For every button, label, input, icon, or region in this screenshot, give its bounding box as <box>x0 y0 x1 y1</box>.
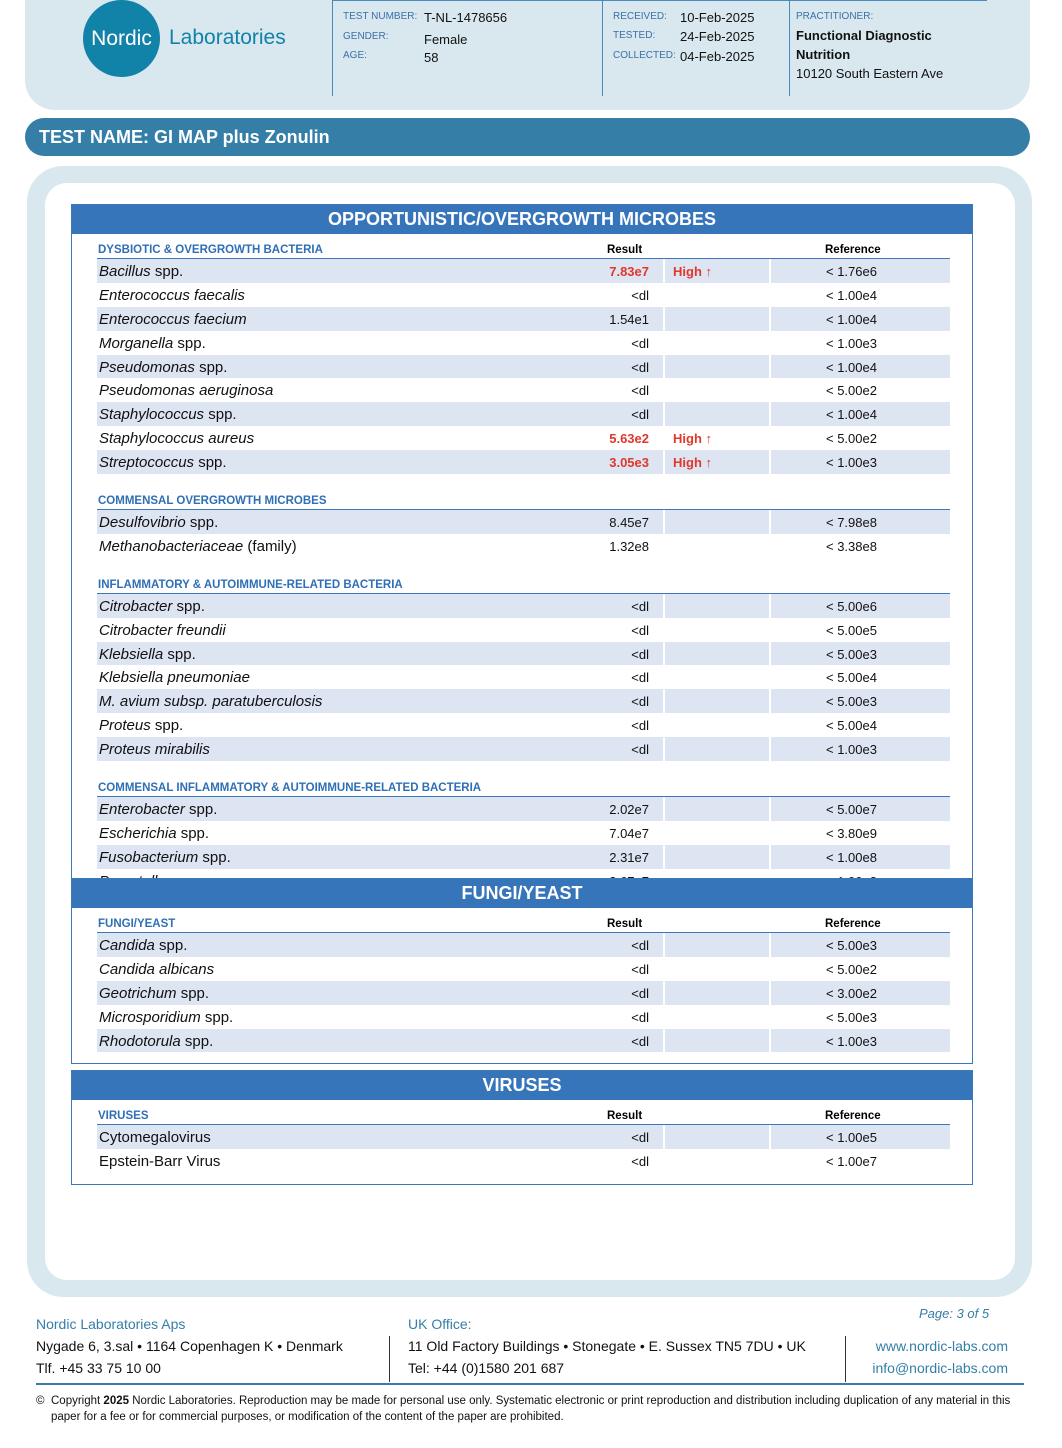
organism-genus: Citrobacter <box>99 597 173 615</box>
organism-name <box>99 825 209 842</box>
reference-value: < 7.98e8 <box>826 515 877 531</box>
reference-value: < 5.00e2 <box>826 431 877 447</box>
cell-divider <box>663 594 665 618</box>
organism-name <box>99 622 226 639</box>
cell-divider <box>769 510 771 534</box>
practitioner-name-line1: Functional Diagnostic <box>796 28 932 43</box>
result-column-header: Result <box>607 1110 643 1122</box>
uk-office-address: 11 Old Factory Buildings • Stonegate • E. Sussex TN5 7DU • UK <box>408 1338 806 1354</box>
organism-genus: Fusobacterium <box>99 848 199 866</box>
cell-divider <box>663 845 665 869</box>
table-row <box>97 689 950 713</box>
reference-column-header: Reference <box>825 918 881 930</box>
organism-suffix: spp. <box>176 984 210 1002</box>
table-row <box>97 642 950 666</box>
reference-value: < 1.00e3 <box>826 335 877 351</box>
category-spacer <box>97 558 950 569</box>
cell-divider <box>769 642 771 666</box>
reference-value: < 5.00e4 <box>826 718 877 734</box>
cell-divider <box>663 665 665 689</box>
category-spacer <box>97 474 950 485</box>
table-row <box>97 737 950 761</box>
cell-divider <box>663 1005 665 1029</box>
cell-divider <box>769 1029 771 1053</box>
organism-genus: Enterococcus faecium <box>99 310 247 328</box>
organism-name <box>99 263 183 280</box>
reference-value: < 5.00e6 <box>826 598 877 614</box>
category-header <box>97 234 950 259</box>
category-spacer <box>97 1052 950 1063</box>
result-value: 3.05e3 <box>609 455 649 471</box>
table-row <box>97 933 950 957</box>
section-fungi-yeast <box>71 878 973 1064</box>
organism-name <box>99 937 187 954</box>
cell-divider <box>663 259 665 283</box>
organism-genus: Streptococcus <box>99 454 195 472</box>
organism-genus: M. avium subsp. paratuberculosis <box>99 693 323 711</box>
result-value: 7.83e7 <box>609 264 649 279</box>
organism-name <box>99 801 217 818</box>
cell-divider <box>663 510 665 534</box>
category-header <box>97 1100 950 1125</box>
result-value: <dl <box>631 622 649 638</box>
cell-divider <box>769 845 771 869</box>
organism-genus: Morganella <box>99 334 174 352</box>
result-value: <dl <box>631 1009 649 1025</box>
age-label: AGE: <box>343 50 367 61</box>
cell-divider <box>769 713 771 737</box>
cell-divider <box>769 933 771 957</box>
organism-suffix: spp. <box>176 824 210 842</box>
result-value: <dl <box>631 646 649 662</box>
table-row <box>97 713 950 737</box>
logo-wordmark: Laboratories <box>169 26 286 49</box>
cell-divider <box>663 1125 665 1149</box>
result-value: 7.04e7 <box>609 825 649 841</box>
received-value: 10-Feb-2025 <box>680 10 755 25</box>
organism-name <box>99 1033 213 1050</box>
cell-divider <box>769 981 771 1005</box>
cell-divider <box>769 689 771 713</box>
practitioner-block <box>789 0 987 96</box>
section-title: VIRUSES <box>72 1071 972 1100</box>
organism-name <box>99 717 183 734</box>
organism-name <box>99 598 205 615</box>
cell-divider <box>663 933 665 957</box>
dates-block <box>602 0 790 96</box>
result-value: 2.31e7 <box>609 849 649 865</box>
copyright-text <box>36 1393 1026 1425</box>
copyright-prefix: Copyright <box>51 1395 104 1407</box>
organism-genus: Staphylococcus aureus <box>99 430 255 448</box>
uk-office-phone: Tel: +44 (0)1580 201 687 <box>408 1360 565 1376</box>
organism-name <box>99 430 254 447</box>
cell-divider <box>769 534 771 558</box>
cell-divider <box>769 426 771 450</box>
organism-name <box>99 1129 211 1146</box>
organism-genus: Proteus mirabilis <box>99 741 210 759</box>
cell-divider <box>769 1005 771 1029</box>
footer-divider <box>389 1336 390 1382</box>
company-phone: Tlf. +45 33 75 10 00 <box>36 1360 161 1376</box>
organism-genus: Citrobacter freundii <box>99 621 226 639</box>
reference-value: < 3.00e2 <box>826 985 877 1001</box>
result-value: <dl <box>631 407 649 423</box>
organism-genus: Geotrichum <box>99 984 177 1002</box>
reference-value: < 3.38e8 <box>826 538 877 554</box>
table-row <box>97 283 950 307</box>
result-column-header: Result <box>607 244 643 256</box>
table-row <box>97 845 950 869</box>
result-value: <dl <box>631 985 649 1001</box>
table-row <box>97 797 950 821</box>
cell-divider <box>663 821 665 845</box>
category-header <box>97 908 950 933</box>
test-name-bar: TEST NAME: GI MAP plus Zonulin <box>25 118 1030 156</box>
organism-suffix: spp. <box>154 937 188 954</box>
organism-name <box>99 646 196 663</box>
organism-genus: Pseudomonas aeruginosa <box>99 382 274 400</box>
organism-genus: Staphylococcus <box>99 406 205 424</box>
result-value: <dl <box>631 335 649 351</box>
category-header <box>97 485 950 510</box>
cell-divider <box>663 1029 665 1053</box>
cell-divider <box>663 378 665 402</box>
table-row <box>97 331 950 355</box>
table-row <box>97 510 950 534</box>
reference-column-header: Reference <box>825 244 881 256</box>
gender-value: Female <box>424 32 468 47</box>
cell-divider <box>663 283 665 307</box>
organism-suffix: spp. <box>163 645 196 663</box>
cell-divider <box>663 402 665 426</box>
footer-rule <box>36 1383 1024 1385</box>
cell-divider <box>769 1149 771 1173</box>
organism-suffix: spp. <box>172 597 205 615</box>
reference-value: < 1.00e8 <box>826 849 877 865</box>
organism-suffix: Epstein-Barr Virus <box>99 1152 221 1170</box>
organism-suffix: spp. <box>204 406 237 424</box>
organism-name <box>99 1153 220 1170</box>
reference-value: < 1.00e4 <box>826 311 877 327</box>
reference-value: < 1.76e6 <box>826 264 877 279</box>
collected-label: COLLECTED: <box>613 50 676 61</box>
cell-divider <box>769 331 771 355</box>
organism-name <box>99 1009 233 1026</box>
collected-value: 04-Feb-2025 <box>680 49 755 64</box>
cell-divider <box>769 307 771 331</box>
result-value: <dl <box>631 1153 649 1169</box>
organism-name <box>99 741 210 758</box>
reference-value: < 5.00e3 <box>826 938 877 953</box>
high-flag: High ↑ <box>673 455 712 471</box>
result-value: <dl <box>631 1130 649 1145</box>
organism-genus: Bacillus <box>99 263 151 280</box>
organism-genus: Microsporidium <box>99 1008 201 1026</box>
category-header <box>97 569 950 594</box>
copyright-year: 2025 <box>103 1395 130 1407</box>
report-header <box>25 0 1030 110</box>
category-title: COMMENSAL INFLAMMATORY & AUTOIMMUNE-RELATED BACTERIA <box>98 782 482 795</box>
reference-value: < 1.00e5 <box>826 1130 877 1145</box>
cell-divider <box>663 957 665 981</box>
cell-divider <box>769 797 771 821</box>
cell-divider <box>663 307 665 331</box>
organism-suffix: spp. <box>194 358 228 376</box>
result-value: 5.63e2 <box>609 431 649 447</box>
tested-value: 24-Feb-2025 <box>680 29 755 44</box>
cell-divider <box>663 1149 665 1173</box>
result-value: <dl <box>631 1033 649 1049</box>
organism-genus: Proteus <box>99 717 151 735</box>
copyright-body: Nordic Laboratories. Reproduction may be made for personal use only. Systematic electronic or print reproduction and distribution including duplication of any material in this paper for a fee or for commercial purposes, or modification of the content of the paper are prohibited. <box>51 1395 1011 1423</box>
cell-divider <box>663 450 665 474</box>
organism-suffix: spp. <box>200 1008 234 1026</box>
cell-divider <box>663 355 665 379</box>
test-number-label: TEST NUMBER: <box>343 11 418 22</box>
cell-divider <box>769 450 771 474</box>
table-row <box>97 378 950 402</box>
organism-genus: Pseudomonas <box>99 358 195 376</box>
organism-suffix: Cytomegalovirus <box>99 1129 211 1146</box>
cell-divider <box>769 259 771 283</box>
section-title: FUNGI/YEAST <box>72 879 972 908</box>
result-value: <dl <box>631 961 649 977</box>
organism-suffix: spp. <box>198 848 231 866</box>
organism-name <box>99 359 227 376</box>
organism-genus: Klebsiella pneumoniae <box>99 669 250 687</box>
page-footer <box>0 1300 1062 1448</box>
table-row <box>97 1149 950 1173</box>
result-value: 1.54e1 <box>609 311 649 327</box>
company-address: Nygade 6, 3.sal • 1164 Copenhagen K • Denmark <box>36 1338 343 1354</box>
organism-name <box>99 849 231 866</box>
category-title: INFLAMMATORY & AUTOIMMUNE-RELATED BACTERIA <box>98 578 403 591</box>
table-row <box>97 618 950 642</box>
table-row <box>97 665 950 689</box>
result-value: <dl <box>631 383 649 399</box>
high-flag: High ↑ <box>673 431 712 447</box>
table-row <box>97 402 950 426</box>
copyright-notice <box>36 1393 1026 1425</box>
category-title: DYSBIOTIC & OVERGROWTH BACTERIA <box>98 244 323 256</box>
section-opportunistic-microbes <box>71 204 973 905</box>
table-row <box>97 1029 950 1053</box>
organism-name <box>99 961 214 978</box>
table-row <box>97 259 950 283</box>
table-row <box>97 426 950 450</box>
organism-suffix: spp. <box>150 717 184 735</box>
organism-name <box>99 985 209 1002</box>
cell-divider <box>769 737 771 761</box>
organism-suffix: spp. <box>185 514 219 532</box>
reference-value: < 5.00e4 <box>826 670 877 686</box>
reference-value: < 1.00e4 <box>826 287 877 303</box>
organism-name <box>99 311 247 328</box>
reference-value: < 1.00e7 <box>826 1153 877 1169</box>
organism-suffix: spp. <box>180 1032 214 1050</box>
cell-divider <box>769 355 771 379</box>
cell-divider <box>769 594 771 618</box>
result-value: 2.02e7 <box>609 802 649 818</box>
organism-genus: Enterobacter <box>99 801 185 819</box>
table-row <box>97 534 950 558</box>
organism-genus: Methanobacteriaceae <box>99 537 244 555</box>
cell-divider <box>663 689 665 713</box>
organism-suffix: spp. <box>184 801 218 819</box>
cell-divider <box>663 642 665 666</box>
table-row <box>97 981 950 1005</box>
cell-divider <box>769 618 771 642</box>
organism-genus: Klebsiella <box>99 645 164 663</box>
result-column-header: Result <box>607 918 643 930</box>
organism-name <box>99 382 273 399</box>
email-link[interactable]: info@nordic-labs.com <box>872 1360 1008 1376</box>
cell-divider <box>769 283 771 307</box>
result-value: <dl <box>631 694 649 710</box>
organism-genus: Candida albicans <box>99 960 215 978</box>
reference-value: < 5.00e3 <box>826 1009 877 1025</box>
section-body <box>72 234 972 904</box>
organism-name <box>99 693 322 710</box>
table-row <box>97 957 950 981</box>
cell-divider <box>769 957 771 981</box>
cell-divider <box>769 821 771 845</box>
reference-value: < 5.00e3 <box>826 646 877 662</box>
practitioner-address: 10120 South Eastern Ave <box>796 66 944 81</box>
cell-divider <box>769 665 771 689</box>
page-number: Page: 3 of 5 <box>919 1306 990 1321</box>
organism-name <box>99 406 237 423</box>
result-value: <dl <box>631 670 649 686</box>
reference-value: < 5.00e5 <box>826 622 877 638</box>
website-link[interactable]: www.nordic-labs.com <box>875 1338 1008 1354</box>
age-value: 58 <box>424 50 439 65</box>
result-value: <dl <box>631 359 649 375</box>
organism-suffix: (family) <box>243 537 297 555</box>
cell-divider <box>663 981 665 1005</box>
tested-label: TESTED: <box>613 30 656 41</box>
received-label: RECEIVED: <box>613 11 667 22</box>
cell-divider <box>663 426 665 450</box>
reference-value: < 1.00e3 <box>826 1033 877 1049</box>
organism-name <box>99 287 245 304</box>
organism-name <box>99 454 227 471</box>
company-name: Nordic Laboratories Aps <box>36 1316 186 1332</box>
test-number-value: T-NL-1478656 <box>424 10 508 25</box>
organism-suffix: spp. <box>173 334 206 352</box>
gender-label: GENDER: <box>343 31 389 42</box>
table-row <box>97 1005 950 1029</box>
table-row <box>97 1125 950 1149</box>
organism-name <box>99 669 250 686</box>
organism-genus: Escherichia <box>99 824 177 842</box>
cell-divider <box>663 713 665 737</box>
reference-column-header: Reference <box>825 1110 881 1122</box>
result-value: 1.32e8 <box>609 538 649 554</box>
result-value: <dl <box>631 938 649 953</box>
cell-divider <box>663 331 665 355</box>
reference-value: < 5.00e2 <box>826 961 877 977</box>
organism-suffix: spp. <box>150 263 184 280</box>
section-body <box>72 908 972 1063</box>
reference-value: < 5.00e2 <box>826 383 877 399</box>
logo-mark <box>83 0 160 77</box>
reference-value: < 5.00e3 <box>826 694 877 710</box>
result-value: <dl <box>631 742 649 758</box>
reference-value: < 1.00e3 <box>826 742 877 758</box>
result-value: <dl <box>631 598 649 614</box>
result-value: <dl <box>631 287 649 303</box>
category-title: FUNGI/YEAST <box>98 918 176 930</box>
organism-name <box>99 335 206 352</box>
section-title: OPPORTUNISTIC/OVERGROWTH MICROBES <box>72 205 972 234</box>
reference-value: < 5.00e7 <box>826 802 877 818</box>
organism-name <box>99 514 218 531</box>
organism-genus: Desulfovibrio <box>99 514 186 532</box>
section-viruses <box>71 1070 973 1185</box>
reference-value: < 3.80e9 <box>826 825 877 841</box>
high-flag: High ↑ <box>673 264 712 279</box>
cell-divider <box>663 737 665 761</box>
section-body <box>72 1100 972 1184</box>
cell-divider <box>769 402 771 426</box>
table-row <box>97 450 950 474</box>
result-value: 8.45e7 <box>609 515 649 531</box>
category-spacer <box>97 761 950 772</box>
reference-value: < 1.00e3 <box>826 455 877 471</box>
reference-value: < 1.00e4 <box>826 359 877 375</box>
organism-genus: Candida <box>99 937 155 954</box>
category-header <box>97 772 950 797</box>
logo-circle-text: Nordic <box>91 26 152 50</box>
category-title: COMMENSAL OVERGROWTH MICROBES <box>98 495 327 508</box>
table-row <box>97 307 950 331</box>
cell-divider <box>769 378 771 402</box>
table-row <box>97 821 950 845</box>
category-spacer <box>97 1173 950 1184</box>
result-value: <dl <box>631 718 649 734</box>
cell-divider <box>769 1125 771 1149</box>
organism-genus: Enterococcus faecalis <box>99 286 245 304</box>
cell-divider <box>663 797 665 821</box>
category-title: VIRUSES <box>98 1110 149 1122</box>
practitioner-label: PRACTITIONER: <box>796 11 874 22</box>
organism-genus: Rhodotorula <box>99 1032 181 1050</box>
practitioner-name-line2: Nutrition <box>796 47 851 62</box>
patient-info-block <box>332 0 602 96</box>
cell-divider <box>663 534 665 558</box>
reference-value: < 1.00e4 <box>826 407 877 423</box>
copyright-symbol: © <box>36 1395 45 1407</box>
table-row <box>97 355 950 379</box>
organism-suffix: spp. <box>194 454 227 472</box>
cell-divider <box>663 618 665 642</box>
footer-divider <box>845 1336 846 1382</box>
table-row <box>97 594 950 618</box>
uk-office-label: UK Office: <box>408 1316 472 1332</box>
organism-name <box>99 538 297 555</box>
